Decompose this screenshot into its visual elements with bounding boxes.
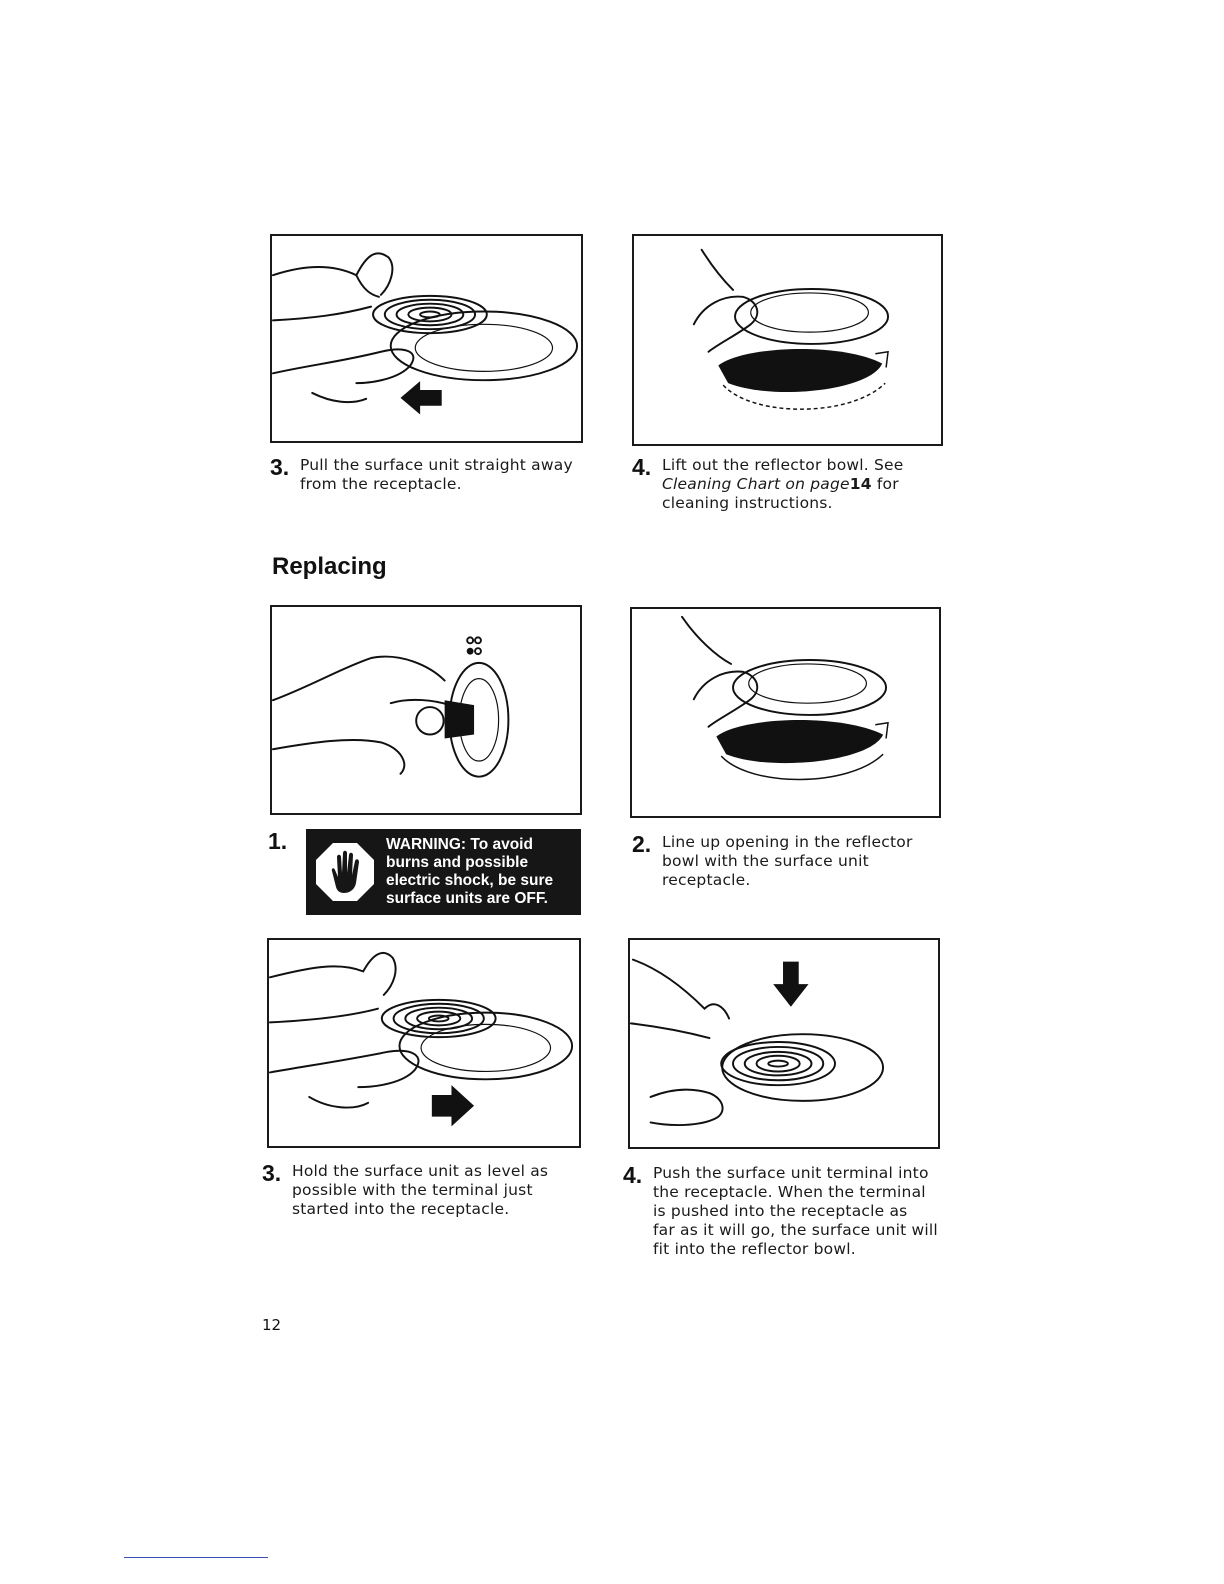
step-push-terminal xyxy=(623,1164,953,1259)
cleaning-chart-reference: Cleaning Chart on page14 for xyxy=(662,475,899,493)
illustration-pull-surface-unit xyxy=(270,234,583,443)
line-up-reflector-bowl-drawing xyxy=(632,609,939,816)
control-knob-drawing xyxy=(272,607,580,813)
illustration-push-terminal-into-receptacle xyxy=(628,938,940,1149)
stop-hand-icon xyxy=(314,841,376,903)
push-terminal-drawing xyxy=(630,940,938,1147)
step-number: 1. xyxy=(268,828,288,854)
pull-surface-unit-drawing xyxy=(272,236,581,441)
step-turn-off-units xyxy=(268,830,308,852)
step-pull-surface-unit xyxy=(270,456,590,494)
illustration-hold-surface-unit-level xyxy=(267,938,581,1148)
step-text: Hold the surface unit as level as possible with the terminal just started into the receptacle. xyxy=(292,1162,549,1218)
lift-reflector-bowl-drawing xyxy=(634,236,941,444)
step-number: 3. xyxy=(262,1160,282,1186)
step-number: 4. xyxy=(632,454,652,480)
warning-box xyxy=(306,829,581,915)
step-number: 3. xyxy=(270,454,290,480)
step-text: Lift out the reflector bowl. See Cleaning Chart on page14 for cleaning instructions. xyxy=(662,456,904,512)
step-hold-surface-unit-level xyxy=(262,1162,592,1219)
section-heading-replacing: Replacing xyxy=(272,553,387,580)
illustration-line-up-reflector-bowl xyxy=(630,607,941,818)
page-number: 12 xyxy=(262,1316,282,1334)
hold-surface-unit-drawing xyxy=(269,940,579,1146)
step-line-up-opening xyxy=(632,833,952,890)
illustration-lift-reflector-bowl xyxy=(632,234,943,446)
step-text: Pull the surface unit straight away from the receptacle. xyxy=(300,456,573,493)
step-text: Push the surface unit terminal into the receptacle. When the terminal is pushed into the receptacle as far as it will go, the surface unit will fit into the reflector bowl. xyxy=(653,1164,938,1258)
illustration-control-knob-off xyxy=(270,605,582,815)
step-number: 4. xyxy=(623,1162,643,1188)
step-lift-reflector-bowl xyxy=(632,456,952,513)
warning-text: WARNING: To avoid burns and possible electric shock, be sure surface units are OFF. xyxy=(386,836,554,907)
footer-rule xyxy=(124,1557,268,1558)
step-text: Line up opening in the reflector bowl with the surface unit receptacle. xyxy=(662,833,913,889)
step-number: 2. xyxy=(632,831,652,857)
